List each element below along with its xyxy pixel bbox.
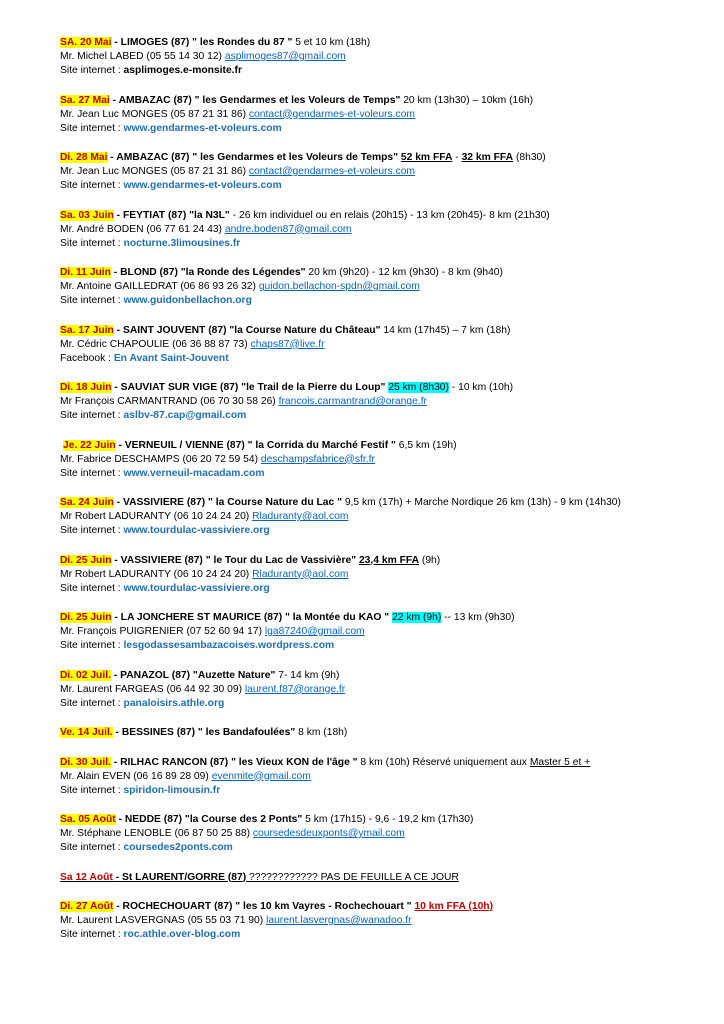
event-site xyxy=(60,409,700,423)
event-title: - RILHAC RANCON (87) " les Vieux KON de l'âge " xyxy=(110,756,358,768)
site-label: Site internet : xyxy=(60,65,124,76)
contact-name: Mr. Jean Luc MONGES (05 87 21 31 86) xyxy=(60,108,249,120)
event-title: - AMBAZAC (87) " les Gendarmes et les Voleurs de Temps" xyxy=(107,152,401,163)
contact-name: Mr. Fabrice DESCHAMPS (06 20 72 59 54) xyxy=(60,453,261,465)
contact-name: Mr. François PUIGRENIER (07 52 60 94 17) xyxy=(60,626,265,637)
site-label: Site internet : xyxy=(60,842,124,853)
event-date: Sa 12 Août xyxy=(60,871,113,883)
event-title: - SAINT JOUVENT (87) "la Course Nature du Château" xyxy=(113,324,381,336)
event-list xyxy=(60,36,700,958)
event-title: - PANAZOL (87) "Auzette Nature" xyxy=(110,669,276,681)
site-link[interactable]: aslbv-87.cap@gmail.com xyxy=(123,410,247,421)
event-distances: 6,5 km (19h) xyxy=(395,439,457,451)
contact-email-link[interactable]: chaps87@live.fr xyxy=(250,338,325,350)
ffa-distance: 10 km FFA (10h) xyxy=(414,901,494,912)
event-entry xyxy=(60,209,700,251)
contact-email-link[interactable]: contact@gendarmes-et-voleurs.com xyxy=(248,166,415,177)
event-distances: 7- 14 km (9h) xyxy=(275,669,340,681)
event-title: - AMBAZAC (87) " les Gendarmes et les Voleurs de Temps" xyxy=(109,94,401,106)
event-entry xyxy=(60,94,700,136)
site-link[interactable]: www.gendarmes-et-voleurs.com xyxy=(123,180,282,191)
event-heading xyxy=(60,496,700,510)
event-title: - ROCHECHOUART (87) " les 10 km Vayres - Rochechouart " xyxy=(113,901,415,912)
site-label: Site internet : xyxy=(60,122,124,134)
ffa-distance: 52 km FFA xyxy=(400,152,453,163)
event-contact xyxy=(60,108,700,122)
site-link[interactable]: www.tourdulac-vassiviere.org xyxy=(123,525,270,536)
separator: - xyxy=(452,152,462,163)
site-link[interactable]: www.verneuil-macadam.com xyxy=(123,467,265,479)
event-date: Sa. 24 Juin xyxy=(60,497,114,508)
contact-name: Mr. Antoine GAILLEDRAT (06 86 93 26 32) xyxy=(60,281,259,292)
contact-email-link[interactable]: contact@gendarmes-et-voleurs.com xyxy=(248,108,415,120)
site-link[interactable]: www.guidonbellachon.org xyxy=(123,295,252,306)
event-heading xyxy=(60,439,700,453)
site-label: Site internet : xyxy=(60,525,124,536)
event-distances: - 26 km individuel ou en relais (20h15) - 13 km (20h45)- 8 km (21h30) xyxy=(229,209,550,221)
site-label: Site internet : xyxy=(60,582,124,594)
contact-name: Mr. Jean Luc MONGES (05 87 21 31 86) xyxy=(60,166,249,177)
event-contact xyxy=(60,453,700,467)
event-contact xyxy=(60,683,700,697)
contact-email-link[interactable]: laurent.lasvergnas@wanadoo.fr xyxy=(266,915,412,926)
ffa-distance: 32 km FFA xyxy=(461,152,514,163)
highlighted-distance: 22 km (9h) xyxy=(392,612,442,623)
site-link[interactable]: asplimoges.e-monsite.fr xyxy=(123,65,242,76)
event-distances: 20 km (9h20) - 12 km (9h30) - 8 km (9h40) xyxy=(305,267,503,278)
event-heading xyxy=(60,324,700,338)
site-link[interactable]: lesgodassesambazacoises.wordpress.com xyxy=(123,640,335,651)
event-date: Sa. 05 Août xyxy=(60,814,116,825)
contact-email-link[interactable]: coursedesdeuxponts@ymail.com xyxy=(252,828,405,839)
event-heading xyxy=(60,756,700,770)
contact-email-link[interactable]: guidon.bellachon-spdn@gmail.com xyxy=(258,281,420,292)
event-entry xyxy=(60,324,700,366)
event-distances: -- 13 km (9h30) xyxy=(441,612,515,623)
event-date: Di. 28 Mai xyxy=(60,152,108,163)
ffa-distance: 23,4 km FFA xyxy=(358,554,420,566)
event-contact xyxy=(60,338,700,352)
event-site xyxy=(60,639,700,653)
event-site xyxy=(60,467,700,481)
event-entry xyxy=(60,813,700,855)
site-link[interactable]: www.tourdulac-vassiviere.org xyxy=(123,582,270,594)
event-heading xyxy=(60,209,700,223)
event-heading xyxy=(60,36,700,50)
event-site xyxy=(60,928,700,942)
contact-name: Mr. André BODEN (06 77 61 24 43) xyxy=(60,223,225,235)
event-entry xyxy=(60,669,700,711)
event-date: Sa. 17 Juin xyxy=(60,324,114,336)
event-distances: 9,5 km (17h) + Marche Nordique 26 km (13h) - 9 km (14h30) xyxy=(341,497,621,508)
event-entry xyxy=(60,151,700,193)
event-heading xyxy=(60,266,700,280)
event-site xyxy=(60,841,700,855)
event-date: Je. 22 Juin xyxy=(63,439,116,451)
event-date: Di. 18 Juin xyxy=(60,382,112,393)
event-heading xyxy=(60,554,700,568)
event-contact xyxy=(60,395,700,409)
site-label: Site internet : xyxy=(60,410,124,421)
event-title: - BLOND (87) "la Ronde des Légendes" xyxy=(110,267,306,278)
event-distances: 14 km (17h45) – 7 km (18h) xyxy=(380,324,511,336)
event-note: ???????????? PAS DE FEUILLE A CE JOUR xyxy=(246,871,459,883)
contact-name: Mr. Cédric CHAPOULIE (06 36 88 87 73) xyxy=(60,338,251,350)
event-date: SA. 20 Mai xyxy=(60,37,112,48)
event-date: Di. 25 Juin xyxy=(60,612,112,623)
contact-name: Mr. Laurent FARGEAS (06 44 92 30 09) xyxy=(60,683,245,695)
event-contact xyxy=(60,223,700,237)
event-contact xyxy=(60,827,700,841)
event-heading xyxy=(60,381,700,395)
contact-email-link[interactable]: lga87240@gmail.com xyxy=(264,626,365,637)
event-site xyxy=(60,64,700,78)
event-entry xyxy=(60,611,700,653)
event-distances: (9h) xyxy=(419,554,441,566)
event-heading xyxy=(60,669,700,683)
event-title: - NEDDE (87) "la Course des 2 Ponts" xyxy=(115,814,303,825)
event-entry xyxy=(60,756,700,798)
highlighted-distance: 25 km (8h30) xyxy=(388,382,449,393)
event-entry xyxy=(60,554,700,596)
site-label: Site internet : xyxy=(60,640,124,651)
event-heading xyxy=(60,94,700,108)
event-entry xyxy=(60,900,700,942)
event-contact xyxy=(60,770,700,784)
site-label: Site internet : xyxy=(60,237,124,249)
contact-name: Mr. Alain EVEN (06 16 89 28 09) xyxy=(60,770,212,782)
event-site xyxy=(60,294,700,308)
event-entry xyxy=(60,496,700,538)
contact-email-link[interactable]: evenmite@gmail.com xyxy=(211,770,311,782)
site-link[interactable]: spiridon-limousin.fr xyxy=(123,784,221,796)
event-distances: 20 km (13h30) – 10km (16h) xyxy=(400,94,534,106)
contact-email-link[interactable]: asplimoges87@gmail.com xyxy=(224,51,346,62)
event-contact xyxy=(60,625,700,639)
contact-name: Mr Robert LADURANTY (06 10 24 24 20) xyxy=(60,568,253,580)
restriction-note: Master 5 et + xyxy=(529,756,591,768)
event-title: - BESSINES (87) " les Bandafoulées" xyxy=(112,727,296,738)
event-date: Sa. 27 Mai xyxy=(60,94,110,106)
event-site xyxy=(60,179,700,193)
site-link[interactable]: roc.athle.over-blog.com xyxy=(123,929,241,940)
event-entry xyxy=(60,381,700,423)
contact-name: Mr François CARMANTRAND (06 70 30 58 26) xyxy=(60,396,279,407)
event-date: Di. 25 Juin xyxy=(60,554,112,566)
event-distances: (8h30) xyxy=(513,152,546,163)
site-label: Site internet : xyxy=(60,180,124,191)
event-site xyxy=(60,237,700,251)
contact-email-link[interactable]: deschampsfabrice@sfr.fr xyxy=(260,453,375,465)
event-title: - VASSIVIERE (87) " la Course Nature du Lac " xyxy=(113,497,342,508)
event-contact xyxy=(60,50,700,64)
event-date: Di. 30 Juil. xyxy=(60,756,111,768)
site-label: Facebook : xyxy=(60,352,114,364)
event-contact xyxy=(60,914,700,928)
contact-email-link[interactable]: Rladuranty@aol.com xyxy=(252,568,349,580)
contact-name: Mr. Michel LABED (05 55 14 30 12) xyxy=(60,51,225,62)
site-label: Site internet : xyxy=(60,784,124,796)
event-date: Ve. 14 Juil. xyxy=(60,727,113,738)
event-heading xyxy=(60,726,700,740)
event-distances: 8 km (18h) xyxy=(295,727,348,738)
contact-name: Mr. Stéphane LENOBLE (06 87 50 25 88) xyxy=(60,828,253,839)
event-heading xyxy=(60,871,700,885)
event-site xyxy=(60,524,700,538)
contact-name: Mr Robert LADURANTY (06 10 24 24 20) xyxy=(60,511,253,522)
event-entry xyxy=(60,266,700,308)
event-date: Sa. 03 Juin xyxy=(60,209,114,221)
contact-email-link[interactable]: andre.boden87@gmail.com xyxy=(224,223,352,235)
contact-email-link[interactable]: Rladuranty@aol.com xyxy=(252,511,349,522)
site-link[interactable]: www.gendarmes-et-voleurs.com xyxy=(123,122,282,134)
event-entry xyxy=(60,36,700,78)
event-entry xyxy=(60,871,700,885)
site-label: Site internet : xyxy=(60,697,124,709)
event-distances: 8 km (10h) Réservé uniquement aux xyxy=(357,756,530,768)
event-site xyxy=(60,697,700,711)
site-label: Site internet : xyxy=(60,929,124,940)
site-link[interactable]: coursedes2ponts.com xyxy=(123,842,233,853)
event-site xyxy=(60,582,700,596)
event-title: - St LAURENT/GORRE (87) xyxy=(112,871,247,883)
event-contact xyxy=(60,165,700,179)
event-title: - VERNEUIL / VIENNE (87) " la Corrida du Marché Festif " xyxy=(115,439,396,451)
event-title: - LA JONCHERE ST MAURICE (87) " la Montée du KAO " xyxy=(111,612,393,623)
event-heading xyxy=(60,151,700,165)
event-site xyxy=(60,352,700,366)
event-distances: 5 km (17h15) - 9,6 - 19,2 km (17h30) xyxy=(302,814,474,825)
event-title: - LIMOGES (87) " les Rondes du 87 " xyxy=(111,37,293,48)
contact-name: Mr. Laurent LASVERGNAS (05 55 03 71 90) xyxy=(60,915,267,926)
event-heading xyxy=(60,813,700,827)
contact-email-link[interactable]: francois.carmantrand@orange.fr xyxy=(278,396,427,407)
site-label: Site internet : xyxy=(60,467,124,479)
event-site xyxy=(60,122,700,136)
site-link[interactable]: panaloisirs.athle.org xyxy=(123,697,225,709)
event-distances: 5 et 10 km (18h) xyxy=(292,37,371,48)
event-site xyxy=(60,784,700,798)
site-link[interactable]: nocturne.3limousines.fr xyxy=(123,237,241,249)
event-date: Di. 27 Août xyxy=(60,901,114,912)
event-title: - VASSIVIERE (87) " le Tour du Lac de Vassivière" xyxy=(111,554,359,566)
event-date: Di. 02 Juil. xyxy=(60,669,111,681)
event-entry xyxy=(60,726,700,740)
site-label: Site internet : xyxy=(60,295,124,306)
event-heading xyxy=(60,900,700,914)
facebook-link[interactable]: En Avant Saint-Jouvent xyxy=(113,352,229,364)
event-contact xyxy=(60,568,700,582)
event-contact xyxy=(60,280,700,294)
event-distances: - 10 km (10h) xyxy=(448,382,514,393)
contact-email-link[interactable]: laurent.f87@orange.fr xyxy=(244,683,346,695)
event-contact xyxy=(60,510,700,524)
event-heading xyxy=(60,611,700,625)
event-date: Di. 11 Juin xyxy=(60,267,111,278)
event-title: - SAUVIAT SUR VIGE (87) "le Trail de la Pierre du Loup" xyxy=(111,382,389,393)
event-entry xyxy=(60,439,700,481)
event-title: - FEYTIAT (87) "la N3L" xyxy=(113,209,230,221)
